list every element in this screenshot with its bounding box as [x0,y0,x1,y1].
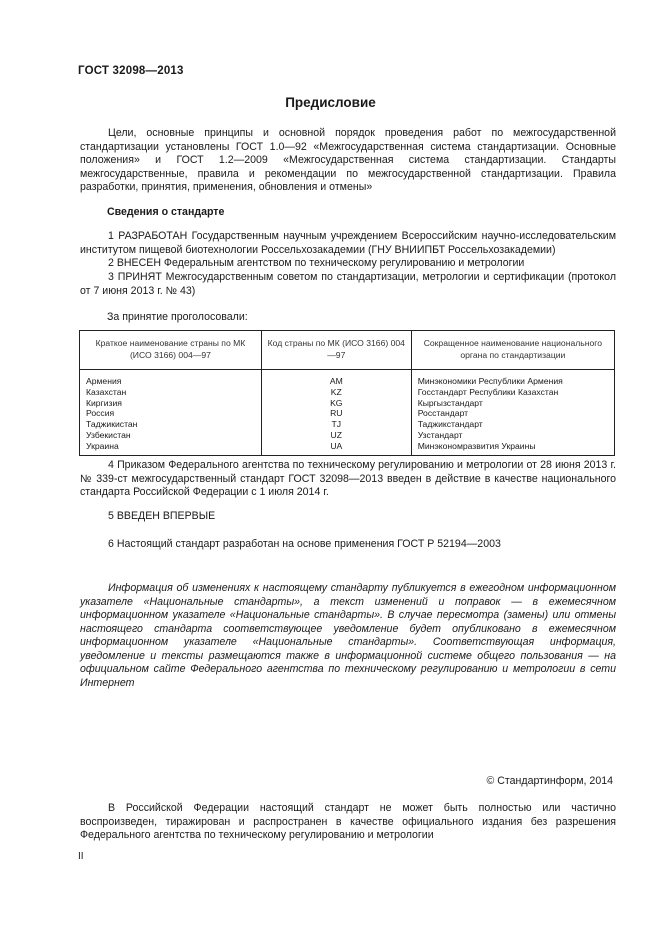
item-5: 5 ВВЕДЕН ВПЕРВЫЕ [108,510,216,522]
body-cell: Кыргызстандарт [411,398,614,409]
code-cell: UZ [261,430,411,441]
page-title: Предисловие [285,95,376,110]
page-number: II [78,851,84,862]
body-cell: Минэкономразвития Украины [411,441,614,455]
country-cell: Россия [80,408,262,419]
table-row [80,430,615,441]
country-cell: Узбекистан [80,430,262,441]
intro-block [80,127,616,195]
body-cell: Узстандарт [411,430,614,441]
code-cell: KG [261,398,411,409]
voting-table [79,330,615,456]
amendments-notice-text: Информация об изменениях к настоящему стандарту публикуется в ежегодном информационном указателе «Национальные стандарты», а текст изменений и поправок — в ежемесячном информационном указателе «Национальные стандарты». В случае пересмотра (замены) или отмены настоящего стандарта соответствующее уведомление будет опубликовано в ежемесячном информационном указателе «Национальные стандарты». Соответствующая информация, уведомление и тексты размещаются также в информационной системе общего пользования — на официальном сайте Федерального агентства по техническому регулированию и метрологии в сети Интернет [80,582,616,689]
intro-paragraph: Цели, основные принципы и основной порядок проведения работ по межгосударственной стандартизации установлены ГОСТ 1.0—92 «Межгосударственная система стандартизации. Основные положения» и ГОСТ 1.2—2009 «Межгосударственная система стандартизации. Стандарты межгосударственные, правила и рекомендации по межгосударственной стандартизации. Правила разработки, принятия, применения, обновления и отмены» [80,127,616,193]
body-cell: Таджикстандарт [411,419,614,430]
body-cell: Госстандарт Республики Казахстан [411,387,614,398]
country-cell: Казахстан [80,387,262,398]
code-cell: AM [261,370,411,387]
code-cell: RU [261,408,411,419]
item-2: 2 ВНЕСЕН Федеральным агентством по техническому регулированию и метрологии [108,257,525,269]
country-cell: Армения [80,370,262,387]
about-heading: Сведения о стандарте [107,206,225,218]
amendments-notice [80,582,616,690]
table-row [80,398,615,409]
body-cell: Росстандарт [411,408,614,419]
legal-notice-text: В Российской Федерации настоящий стандарт не может быть полностью или частично воспроизведен, тиражирован и распространен в качестве официального издания без разрешения Федерального агентства по техническому регулированию и метрологии [80,802,616,841]
table-row [80,408,615,419]
country-cell: Киргизия [80,398,262,409]
table-row [80,387,615,398]
table-header-row [80,331,615,370]
item-1: 1 РАЗРАБОТАН Государственным научным учреждением Всероссийским научно-исследовательским институтом пищевой биотехнологии Россельхозакадемии (ГНУ ВНИИПБТ Россельхозакадемии) [80,230,616,256]
item-3: 3 ПРИНЯТ Межгосударственным советом по стандартизации, метрологии и сертификации (протокол от 7 июня 2013 г. № 43) [80,271,616,297]
table-row [80,419,615,430]
country-cell: Украина [80,441,262,455]
item-6: 6 Настоящий стандарт разработан на основе применения ГОСТ Р 52194—2003 [108,538,501,550]
table-row [80,441,615,455]
document-id: ГОСТ 32098—2013 [78,65,184,77]
table-header-code: Код страны по МК (ИСО 3166) 004—97 [261,331,411,370]
country-cell: Таджикистан [80,419,262,430]
table-header-country: Краткое наименование страны по МК (ИСО 3166) 004—97 [80,331,262,370]
table-row [80,370,615,387]
code-cell: KZ [261,387,411,398]
voted-label: За принятие проголосовали: [107,311,248,323]
body-cell: Минэкономики Республики Армения [411,370,614,387]
legal-notice [80,802,616,843]
item-4: 4 Приказом Федерального агентства по техническому регулированию и метрологии от 28 июня 2013 г. № 339-ст межгосударственный стандарт ГОСТ 32098—2013 введен в действие в качестве национального стандарта Российской Федерации с 1 июля 2014 г. [80,459,616,498]
copyright: © Стандартинформ, 2014 [486,775,613,787]
code-cell: TJ [261,419,411,430]
code-cell: UA [261,441,411,455]
table-header-body: Сокращенное наименование национального органа по стандартизации [411,331,614,370]
